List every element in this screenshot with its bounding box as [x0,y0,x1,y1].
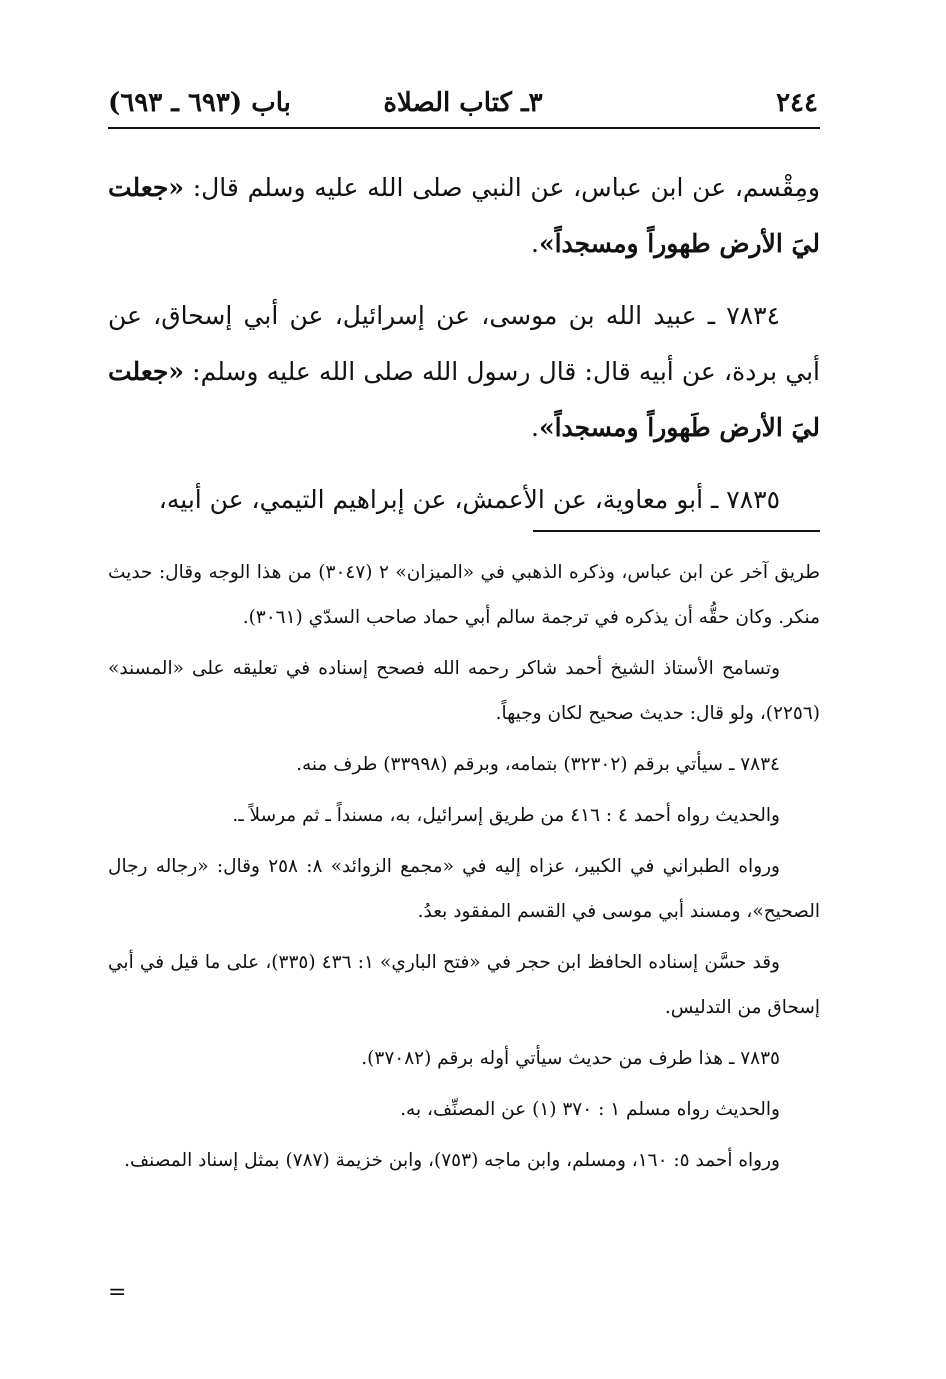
footnote-paragraph: ٧٨٣٥ ـ هذا طرف من حديث سيأتي أوله برقم (٣٧٠٨٢). [361,1048,780,1069]
hadith-7835: ٧٨٣٥ ـ أبو معاوية، عن الأعمش، عن إبراهيم التيمي، عن أبيه، [158,485,780,514]
footnote-paragraph: ورواه الطبراني في الكبير، عزاه إليه في «مجمع الزوائد» ٨: ٢٥٨ وقال: «رجاله رجال الصحيح»، ومسند أبي موسى في القسم المفقود بعدُ. [108,856,820,922]
hadith-quote: «جعلت ليَ الأرض طهوراً ومسجداً» [108,173,820,258]
footnote-paragraph: وتسامح الأستاذ الشيخ أحمد شاكر رحمه الله فصحح إسناده في تعليقه على «المسند» (٢٢٥٦)، ولو قال: حديث صحيح لكان وجيهاً. [108,658,820,724]
hadith-quote: «جعلت ليَ الأرض طَهوراً ومسجداً» [108,357,820,442]
footnote-paragraph: ٧٨٣٤ ـ سيأتي برقم (٣٢٣٠٢) بتمامه، وبرقم (٣٣٩٩٨) طرف منه. [296,754,780,775]
footnote-paragraph: والحديث رواه أحمد ٤ : ٤١٦ من طريق إسرائيل، به، مسنداً ـ ثم مرسلاً ـ. [232,805,780,826]
footnote-paragraph: ورواه أحمد ٥: ١٦٠، ومسلم، وابن ماجه (٧٥٣)، وابن خزيمة (٧٨٧) بمثل إسناد المصنف. [124,1150,780,1171]
footnote-paragraph: والحديث رواه مسلم ١ : ٣٧٠ (١) عن المصنِّف، به. [400,1099,780,1120]
footnotes [108,550,820,1189]
section-title: باب (٦٩٣ ـ ٦٩٣) [108,88,291,118]
hadith-continuation: ومِقْسم، عن ابن عباس، عن النبي صلى الله عليه وسلم قال: «جعلت ليَ الأرض طهوراً ومسجداً». [108,173,820,258]
page-header [108,80,818,124]
header-divider [108,127,820,129]
chapter-title: ٣ـ كتاب الصلاة [383,88,543,118]
continuation-mark: = [108,1280,127,1305]
main-text [108,160,820,544]
footnote-divider [533,530,820,532]
hadith-7834: ٧٨٣٤ ـ عبيد الله بن موسى، عن إسرائيل، عن أبي إسحاق، عن أبي بردة، عن أبيه قال: قال رسول الله صلى الله عليه وسلم: «جعلت ليَ الأرض طَهوراً ومسجداً». [108,301,820,442]
footnote-paragraph: وقد حسَّن إسناده الحافظ ابن حجر في «فتح الباري» ١: ٤٣٦ (٣٣٥)، على ما قيل في أبي إسحاق من التدليس. [108,952,820,1018]
page-number: ٢٤٤ [776,88,818,118]
footnote-paragraph: طريق آخر عن ابن عباس، وذكره الذهبي في «الميزان» ٢ (٣٠٤٧) من هذا الوجه وقال: حديث منكر. وكان حقُّه أن يذكره في ترجمة سالم أبي حماد صاحب السدّي (٣٠٦١). [108,562,820,628]
